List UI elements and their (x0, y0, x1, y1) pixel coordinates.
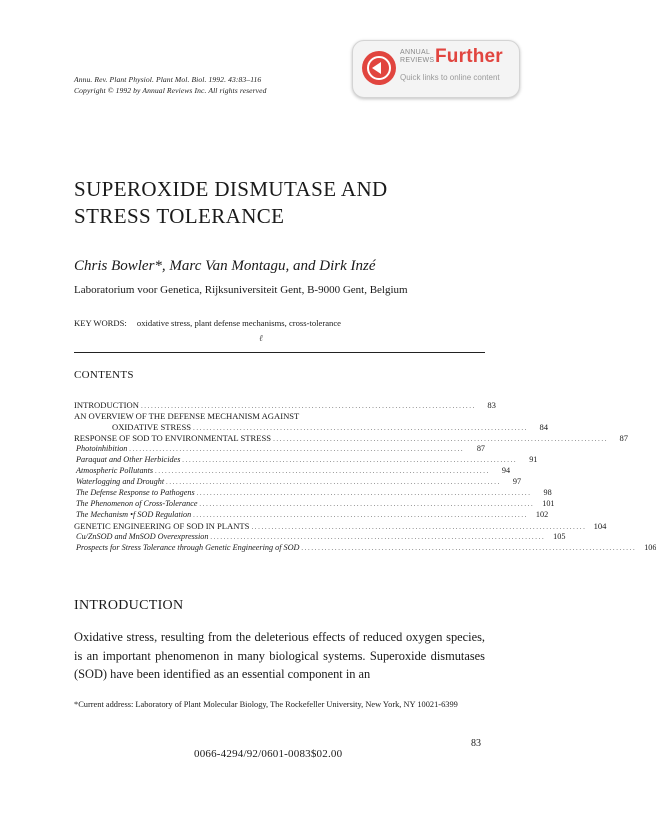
toc-entry[interactable] (76, 488, 552, 498)
toc-leader: .................................................................................................... (199, 500, 535, 508)
keywords (74, 318, 341, 328)
toc-page: 91 (529, 455, 538, 464)
toc-entry[interactable] (74, 400, 496, 410)
toc-leader: .................................................................................................... (129, 445, 465, 453)
toc-page: 98 (543, 488, 552, 497)
badge-tagline: Quick links to online content (400, 73, 500, 82)
toc-entry[interactable] (76, 543, 656, 553)
toc-label: Paraquat and Other Herbicides (76, 455, 181, 464)
toc-page: 102 (535, 510, 549, 519)
badge-reviews-text: REVIEWS (400, 57, 435, 64)
toc-leader: .................................................................................................... (273, 435, 609, 443)
toc-leader: .................................................................................................... (155, 467, 491, 475)
toc-leader: .................................................................................................... (196, 489, 532, 497)
toc-entry[interactable] (76, 477, 522, 487)
keywords-label: KEY WORDS: (74, 318, 127, 328)
badge-annual-text: ANNUAL (400, 49, 431, 56)
badge-publisher (400, 49, 434, 65)
toc-label: Prospects for Stress Tolerance through Genetic Engineering of SOD (76, 543, 300, 552)
toc-page: 87 (476, 444, 485, 453)
copyright-line: Copyright © 1992 by Annual Reviews Inc. All rights reserved (74, 86, 267, 95)
journal-citation (74, 74, 267, 96)
contents-heading: CONTENTS (74, 369, 134, 381)
article-title (74, 176, 388, 230)
toc-label: The Mechanism •f SOD Regulation (76, 510, 192, 519)
toc-page: 94 (501, 466, 511, 475)
page-number: 83 (471, 738, 481, 749)
toc-entry[interactable] (74, 433, 629, 443)
toc-entry[interactable] (76, 466, 511, 476)
toc-label: The Phenomenon of Cross-Tolerance (76, 499, 198, 508)
toc-leader: .................................................................................................... (166, 478, 502, 486)
toc-label: GENETIC ENGINEERING OF SOD IN PLANTS (74, 521, 250, 531)
toc-label: Atmospheric Pollutants (76, 466, 154, 475)
toc-page: 101 (542, 499, 555, 508)
toc-entry[interactable] (112, 422, 549, 432)
toc-page: 105 (553, 532, 566, 541)
title-line: SUPEROXIDE DISMUTASE AND (74, 177, 388, 201)
toc-leader: .................................................................................................... (182, 456, 518, 464)
toc-page: 104 (593, 521, 607, 531)
toc-page: 106 (644, 543, 656, 552)
introduction-paragraph: Oxidative stress, resulting from the deleterious effects of reduced oxygen species, is an important phenomenon in many biological systems. Superoxide dismutases (SOD) have been identified as an essential component in an (74, 630, 485, 681)
article-code: 0066-4294/92/0601-0083$02.00 (194, 748, 343, 760)
toc-label: Cu/ZnSOD and MnSOD Overexpression (76, 532, 209, 541)
toc-entry[interactable] (76, 444, 485, 454)
toc-label: AN OVERVIEW OF THE DEFENSE MECHANISM AGAINST (74, 411, 300, 421)
toc-label: OXIDATIVE STRESS (112, 422, 192, 432)
toc-page: 84 (539, 422, 549, 432)
back-arrow-circle-icon (362, 51, 396, 85)
toc-label: INTRODUCTION (74, 400, 139, 410)
journal-citation-line: Annu. Rev. Plant Physiol. Plant Mol. Biol. 1992. 43:83–116 (74, 75, 262, 84)
toc-entry[interactable] (76, 455, 538, 465)
toc-leader: .................................................................................................... (301, 544, 637, 552)
toc-entry[interactable] (74, 521, 607, 531)
introduction-heading: INTRODUCTION (74, 598, 184, 613)
toc-leader: .................................................................................................... (210, 533, 546, 541)
toc-entry[interactable] (74, 411, 485, 421)
toc-label: Waterlogging and Drought (76, 477, 165, 486)
authors: Chris Bowler*, Marc Van Montagu, and Dirk Inzé (74, 258, 376, 274)
toc-leader: .................................................................................................... (251, 523, 587, 531)
toc-leader: .................................................................................................... (140, 402, 476, 410)
toc-label: Photoinhibition (76, 444, 128, 453)
further-links-badge[interactable] (352, 40, 520, 98)
badge-further-text: Further (435, 46, 503, 67)
affiliation: Laboratorium voor Genetica, Rijksuniversiteit Gent, B-9000 Gent, Belgium (74, 284, 408, 296)
toc-page: 87 (619, 433, 629, 443)
toc-leader: .................................................................................................... (193, 511, 529, 519)
stray-mark: ℓ (259, 333, 263, 343)
toc-entry[interactable] (76, 499, 555, 509)
toc-leader: .................................................................................................... (193, 424, 529, 432)
title-line: STRESS TOLERANCE (74, 204, 285, 228)
footnote: *Current address: Laboratory of Plant Molecular Biology, The Rockefeller University, New York, NY 10021-6399 (74, 700, 458, 709)
toc-label: RESPONSE OF SOD TO ENVIRONMENTAL STRESS (74, 433, 272, 443)
toc-page: 97 (512, 477, 522, 486)
divider (74, 352, 485, 353)
toc-label: The Defense Response to Pathogens (76, 488, 195, 497)
toc-page: 83 (487, 400, 496, 410)
toc-entry[interactable] (76, 510, 549, 520)
keywords-value: oxidative stress, plant defense mechanisms, cross-tolerance (136, 318, 341, 328)
toc-entry[interactable] (76, 532, 566, 542)
